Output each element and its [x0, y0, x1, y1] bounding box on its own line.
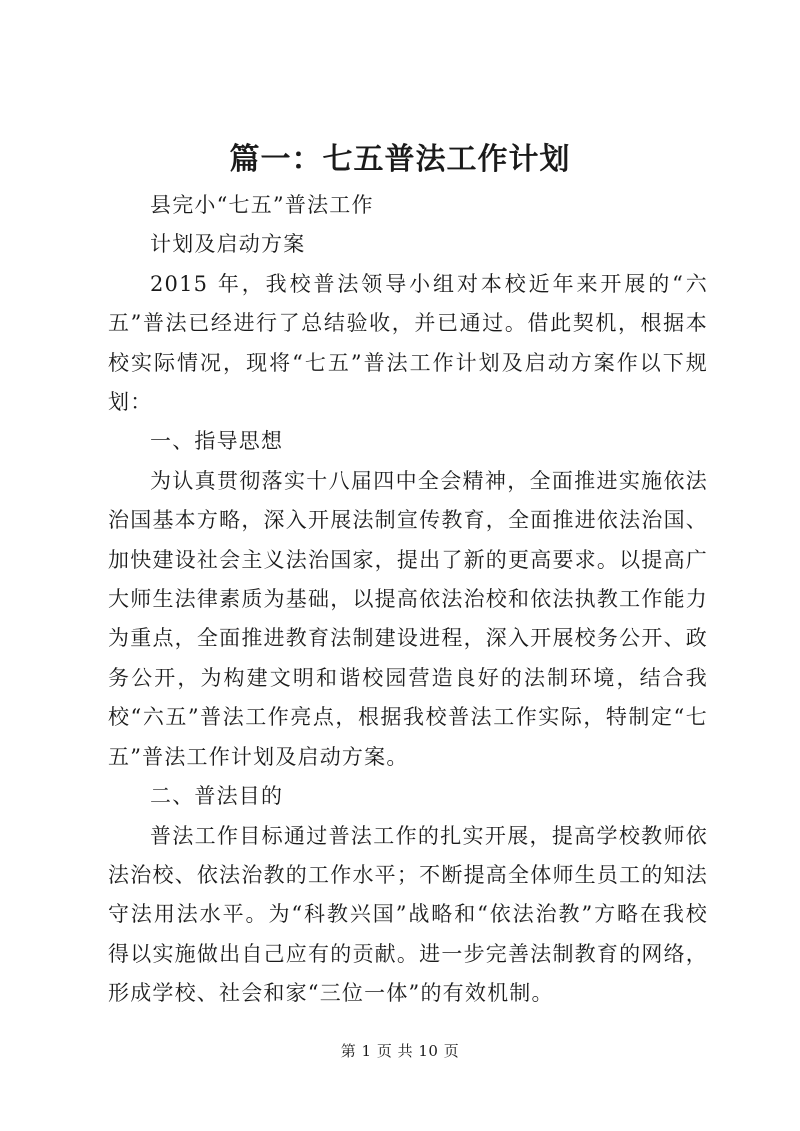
document-title: 篇一：七五普法工作计划: [229, 142, 571, 177]
paragraph-subtitle-line-2: 计划及启动方案: [150, 232, 306, 257]
section-heading-purpose: 二、普法目的: [150, 784, 284, 809]
paragraph-purpose: 普法工作目标通过普法工作的扎实开展，提高学校教师依法治校、依法治教的工作水平；不断提高全体师生员工的知法守法用法水平。为“科教兴国”战略和“依法治教”方略在我校得以实施做出自己应有的贡献。进一步完善法制教育的网络，形成学校、社会和家“三位一体”的有效机制。: [108, 823, 708, 1006]
section-heading-guiding-ideology: 一、指导思想: [150, 429, 284, 454]
page-footer: 第 1 页 共 10 页: [340, 1042, 460, 1060]
paragraph-subtitle-line-1: 县完小“七五”普法工作: [150, 193, 374, 217]
paragraph-guiding-ideology: 为认真贯彻落实十八届四中全会精神，全面推进实施依法治国基本方略，深入开展法制宣传教育，全面推进依法治国、加快建设社会主义法治国家，提出了新的更高要求。以提高广大师生法律素质为基础，以提高依法治校和依法执教工作能力为重点，全面推进教育法制建设进程，深入开展校务公开、政务公开，为构建文明和谐校园营造良好的法制环境，结合我校“六五”普法工作亮点，根据我校普法工作实际，特制定“七五”普法工作计划及启动方案。: [108, 468, 708, 769]
paragraph-intro: 2015 年，我校普法领导小组对本校近年来开展的“六五”普法已经进行了总结验收，并已通过。借此契机，根据本校实际情况，现将“七五”普法工作计划及启动方案作以下规划：: [108, 271, 708, 415]
document-body: [108, 186, 708, 1014]
